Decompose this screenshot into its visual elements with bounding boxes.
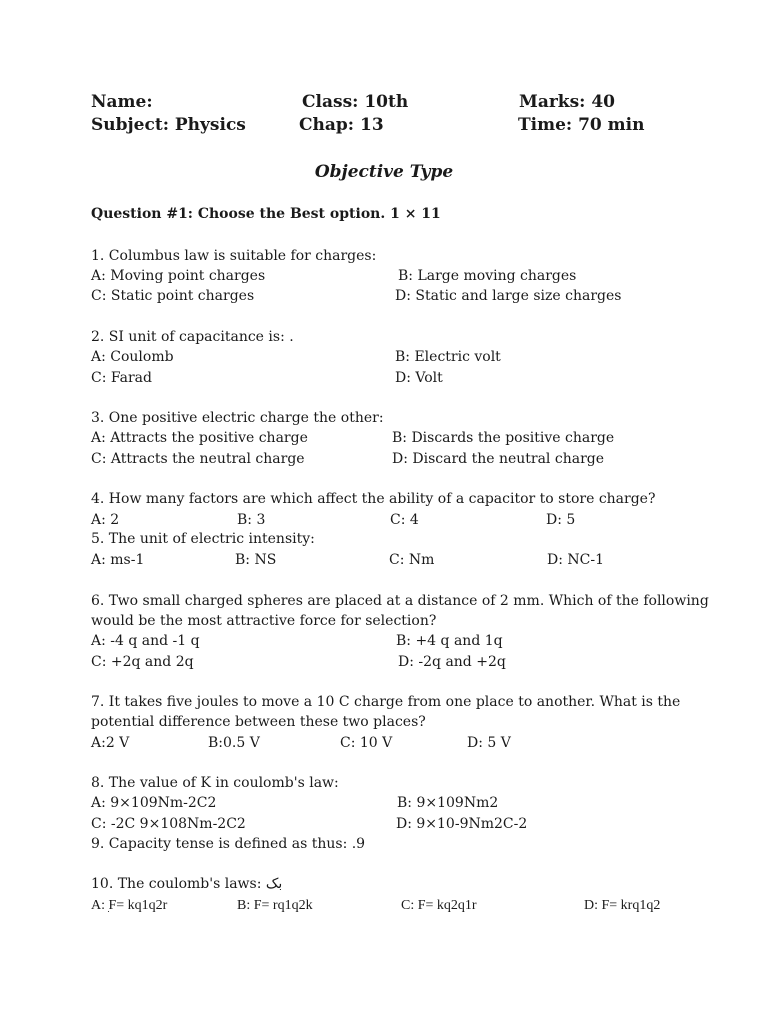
q6-option-c: C: +2q and 2q [91, 654, 194, 670]
q1-stem: 1. Columbus law is suitable for charges: [91, 248, 377, 264]
q9-stem: 9. Capacity tense is defined as thus: .9 [91, 836, 366, 852]
q4-option-d: D: 5 [546, 512, 576, 528]
q3-stem: 3. One positive electric charge the other: [91, 410, 384, 426]
q1-option-b: B: Large moving charges [398, 268, 577, 284]
chapter-label: Chap: 13 [299, 115, 384, 135]
q1-option-c: C: Static point charges [91, 288, 255, 304]
q4-option-c: C: 4 [390, 512, 419, 528]
q6-option-b: B: +4 q and 1q [396, 633, 503, 649]
q7-stem: 7. It takes five joules to move a 10 C charge from one place to another. What is the [91, 694, 681, 710]
q5-stem: 5. The unit of electric intensity: [91, 531, 315, 547]
q10-option-a: A: ׅF= kq1q2r [91, 898, 168, 913]
subject-label: Subject: Physics [91, 115, 246, 135]
q2-option-b: B: Electric volt [395, 349, 501, 365]
q2-stem: 2. SI unit of capacitance is: . [91, 329, 294, 345]
q8-option-a: A: 9×109Nm-2C2 [91, 795, 217, 811]
q5-option-d: D: NC-1 [547, 552, 604, 568]
q5-option-b: B: NS [235, 552, 277, 568]
q6-option-d: D: -2q and +2q [398, 654, 506, 670]
question-heading: Question #1: Choose the Best option. 1 × 11 [91, 206, 441, 222]
q4-stem: 4. How many factors are which affect the ability of a capacitor to store charge? [91, 491, 656, 507]
q7-option-c: C: 10 V [340, 735, 393, 751]
q4-option-a: A: 2 [91, 512, 120, 528]
q7-stem-continued: potential difference between these two places? [91, 714, 426, 730]
q2-option-a: A: Coulomb [91, 349, 174, 365]
time-label: Time: 70 min [518, 115, 645, 135]
q2-option-c: C: Farad [91, 370, 152, 386]
q6-stem: 6. Two small charged spheres are placed at a distance of 2 mm. Which of the following [91, 593, 709, 609]
q5-option-c: C: Nm [389, 552, 435, 568]
q3-option-b: B: Discards the positive charge [392, 430, 615, 446]
q3-option-a: A: Attracts the positive charge [91, 430, 308, 446]
section-title: Objective Type [314, 162, 454, 182]
q1-option-a: A: Moving point charges [91, 268, 266, 284]
q8-stem: 8. The value of K in coulomb's law: [91, 775, 339, 791]
q10-option-b: B: F= rq1q2k [237, 898, 313, 913]
q7-option-d: D: 5 V [467, 735, 511, 751]
q7-option-b: B:0.5 V [208, 735, 260, 751]
q2-option-d: D: Volt [395, 370, 443, 386]
q5-option-a: A: ms-1 [91, 552, 145, 568]
q3-option-c: C: Attracts the neutral charge [91, 451, 305, 467]
q10-option-d: D: F= krq1q2 [584, 898, 661, 913]
marks-label: Marks: 40 [519, 92, 615, 112]
q7-option-a: A:2 V [91, 735, 130, 751]
q8-option-d: D: 9×10-9Nm2C-2 [396, 816, 528, 832]
q4-option-b: B: 3 [237, 512, 266, 528]
q10-stem: 10. The coulomb's laws: بک [91, 876, 283, 892]
q1-option-d: D: Static and large size charges [395, 288, 622, 304]
name-label: Name: [91, 92, 153, 112]
q6-stem-continued: would be the most attractive force for selection? [91, 613, 437, 629]
class-label: Class: 10th [302, 92, 409, 112]
q3-option-d: D: Discard the neutral charge [392, 451, 605, 467]
q8-option-c: C: -2C 9×108Nm-2C2 [91, 816, 246, 832]
q10-option-c: C: F= kq2q1r [401, 898, 477, 913]
q6-option-a: A: -4 q and -1 q [91, 633, 200, 649]
q8-option-b: B: 9×109Nm2 [397, 795, 499, 811]
